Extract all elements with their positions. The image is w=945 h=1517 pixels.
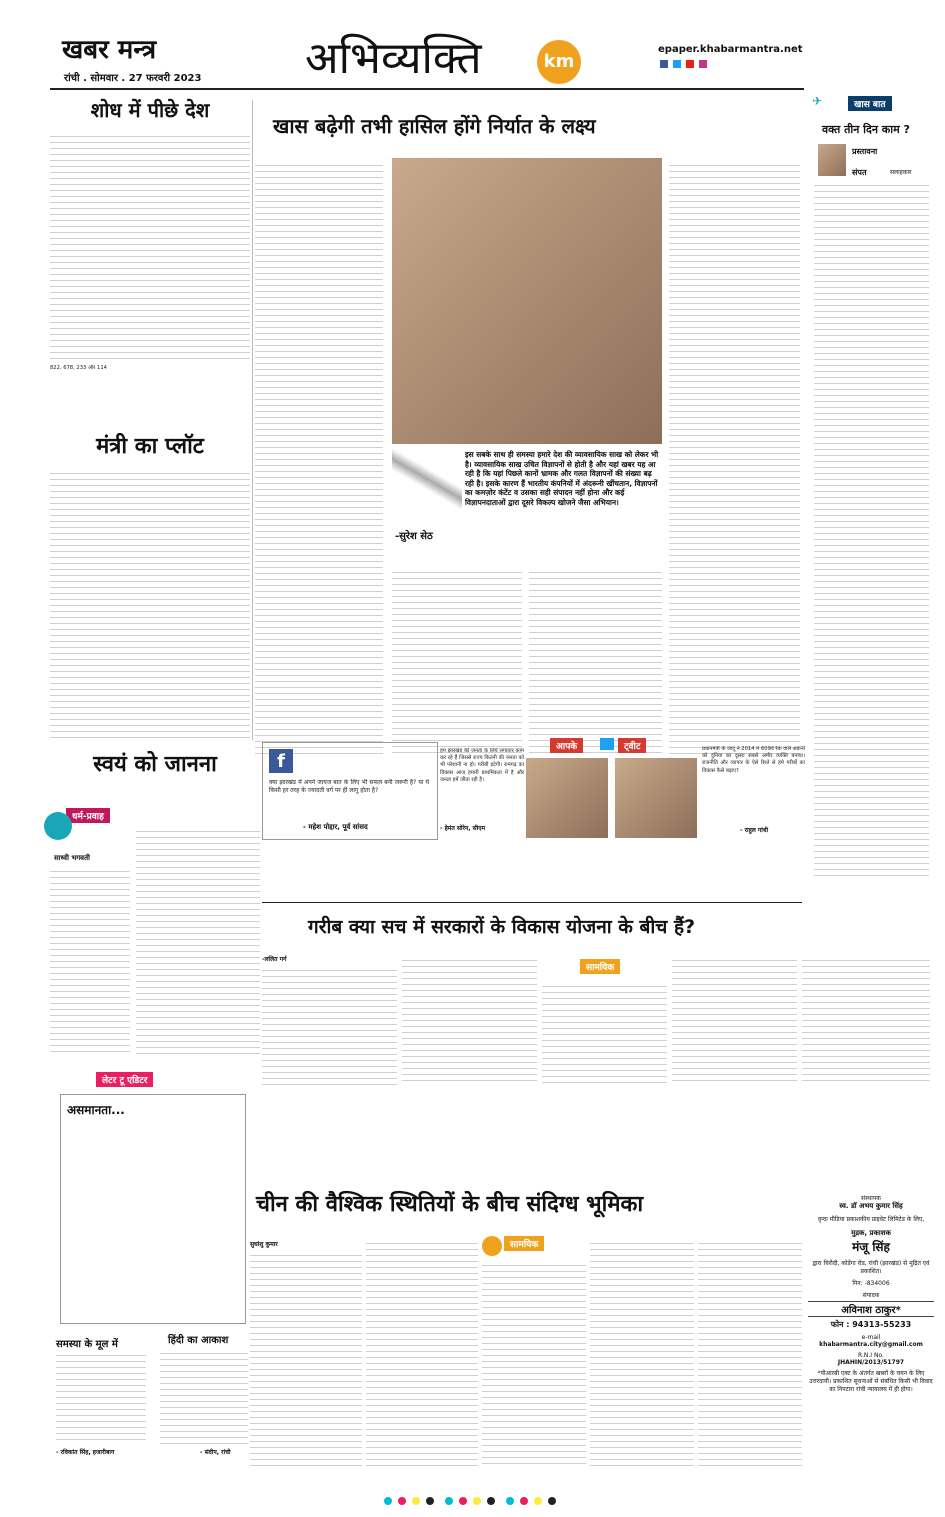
imprint-role-3: संपादक — [862, 1292, 880, 1299]
main-col-1 — [255, 160, 383, 754]
paper-name: खबर मन्त्र — [62, 35, 157, 65]
facebook-text: क्या झारखंड में अपने जायज बात के लिए भी सफल बनी जरूरी है? या ये किसी हर तरह के ज्यादती वर्ग पर ही लागू होता है? — [269, 779, 429, 794]
garib-headline: गरीब क्या सच में सरकारों के विकास योजना के बीच हैं? — [308, 916, 696, 938]
cartoon-title: असमानता... — [67, 1103, 125, 1117]
youtube-icon — [686, 60, 694, 68]
china-tag: सामयिक — [504, 1236, 544, 1251]
garib-rule — [262, 902, 802, 903]
letter-title-2: हिंदी का आकाश — [168, 1335, 229, 1346]
sidebar-first-word: सलाहकार — [890, 169, 912, 176]
china-col-4 — [590, 1238, 694, 1466]
china-globe-icon — [482, 1236, 502, 1256]
letter-body-1 — [56, 1350, 146, 1445]
facebook-box — [262, 742, 438, 840]
imprint-name-2: मंजू सिंह — [852, 1240, 890, 1254]
imprint-phone: फोन : 94313-55233 — [830, 1320, 912, 1329]
tweet-label-right: ट्वीट — [618, 738, 646, 753]
imprint-address: द्वारा चिरौदी, कोडेंगा रोड, रांची (झारखंड) से मुद्रित एवं प्रकाशित। — [812, 1260, 930, 1275]
masthead — [0, 0, 945, 90]
garib-tag: सामयिक — [580, 959, 620, 974]
china-section — [250, 1188, 805, 1478]
garib-author: -ललित गर्ग — [262, 956, 287, 963]
imprint-role-1: संस्थापक — [861, 1195, 881, 1202]
article-plot — [50, 400, 250, 740]
twitter-icon — [673, 60, 681, 68]
swayam-section — [50, 742, 260, 1062]
article-body — [50, 468, 250, 738]
footer-color-dots — [40, 1490, 900, 1504]
twitter-icon — [600, 738, 614, 750]
letter-author-1: - रविकांत सिंह, हजारीबाग — [56, 1449, 115, 1456]
garib-col-3 — [542, 981, 667, 1085]
imprint-pin: पिन: -834006 — [852, 1280, 890, 1287]
imprint-email[interactable]: khabarmantra.city@gmail.com — [819, 1341, 923, 1348]
main-headline: खास बढ़ेगी तभी हासिल होंगे निर्यात के लक्ष्य — [273, 114, 596, 138]
facebook-author: - महेश पोद्दार, पूर्व सांसद — [303, 823, 368, 831]
china-author: सुधांशु कुमार — [250, 1241, 278, 1248]
tweet-right-author: - राहुल गांधी — [740, 827, 769, 834]
china-col-2 — [366, 1238, 478, 1466]
imprint — [808, 1190, 934, 1480]
article-shodh — [50, 92, 250, 452]
tweet-right-quote: प्रधानमंत्री के जादू ने 2014 में 609वें रैंक वाले अडानी को दुनिया का दूसरा सबसे अमीर व्यक्ति बनाया। राजनीति और व्यापार के ऐसे रिश्ते से हमे गरीबों का विकास कैसे बढ़ाए? — [702, 746, 805, 774]
imprint-body-1: वृन्दा मीडिया प्रकाशकीय प्राइवेट लिमिटेड के लिए, — [817, 1216, 925, 1223]
letter-author-2: - संदीप, रांची — [200, 1449, 231, 1456]
sidebar-tag: खास बात — [848, 96, 892, 111]
china-col-5 — [698, 1238, 802, 1466]
byline-label: प्रस्तावना — [852, 147, 878, 156]
china-col-3 — [482, 1260, 586, 1466]
sidebar-question: वक्त तीन दिन काम ? — [822, 123, 910, 136]
author-photo — [818, 144, 846, 176]
tweet-left-author: - हेमंत सोरेन, सीएम — [440, 825, 486, 832]
imprint-name-3: अविनाश ठाकुर* — [808, 1301, 934, 1317]
swayam-tag: धर्म-प्रवाह — [66, 808, 110, 823]
masthead-rule — [50, 88, 804, 90]
sidebar-body — [814, 180, 929, 880]
imprint-note: *पीआरबी एक्ट के अंतर्गत खबरों के चयन के लिए उत्तरदायी। प्रकाशित सूचनाओं से संबंधित किसी भी विवाद का निपटारा रांची न्यायालय में ही होगा। — [809, 1370, 933, 1393]
instagram-icon — [699, 60, 707, 68]
swayam-body-1 — [50, 866, 130, 1056]
article-body — [50, 131, 250, 363]
facebook-icon: f — [269, 749, 293, 773]
main-col-2a — [392, 567, 522, 754]
garib-col-2 — [402, 955, 537, 1085]
section-title: अभिव्यक्ति — [305, 33, 482, 84]
main-col-2b — [529, 567, 662, 754]
swayam-body-2 — [136, 826, 260, 1056]
aapke-tweet — [440, 738, 805, 844]
social-icons — [660, 60, 780, 68]
china-headline: चीन की वैश्विक स्थितियों के बीच संदिग्ध भूमिका — [256, 1192, 644, 1217]
article-title: मंत्री का प्लॉट — [96, 434, 204, 459]
facebook-icon — [660, 60, 668, 68]
pen-image — [392, 444, 462, 514]
imprint-rni-no: JHAHIN/2013/51797 — [837, 1359, 905, 1366]
swayam-author: साध्वी भगवती — [54, 854, 90, 862]
imprint-name-1: स्व. डॉ अभय कुमार सिंह — [839, 1202, 903, 1210]
swayam-title: स्वयं को जानना — [93, 752, 217, 777]
letter-body-2 — [160, 1348, 248, 1445]
pullquote: इस सबके साथ ही समस्या हमारे देश की व्यावसायिक साख को लेकर भी है। व्यावसायिक साख उचित विज्ञापनों से होती है और यहां खबर यह आ रही है कि यहां पिछले कानों भ्रामक और गलत विज्ञापनों की संख्या बढ़ रही है। इसके कारण हैं भारतीय कंपनियों में अंदरूनी खींचतान, विज्ञापनों का कमज़ोर कंटेंट व उसका सही संपादन नहीं होना और कई विज्ञापनदाताओं द्वारा दूसरे विकल्प खोजने जैसा अभियान। — [465, 450, 659, 507]
letter-tag: लेटर टू एडिटर — [96, 1072, 153, 1087]
main-col-3 — [669, 160, 800, 754]
china-col-1 — [250, 1250, 362, 1466]
globe-icon — [44, 812, 72, 840]
imprint-role-2: मुद्रक, प्रकाशक — [851, 1229, 891, 1237]
tweet-left-quote: हम झारखंड की जनता के लिये लगातार काम कर रहे हैं जिससे राज्य कितनी की जनता को भी परेशानी ना हो। गरीबी हटेगी। रामगढ़ का विकास आज हमारी प्राथमिकता में है और जनता हमें जीता रही है। — [440, 748, 524, 783]
letter-title-1: समस्या के मूल में — [56, 1339, 118, 1350]
imprint-email-label: e-mail — [861, 1334, 881, 1341]
website[interactable]: epaper.khabarmantra.net — [658, 44, 803, 55]
garib-col-4 — [672, 955, 797, 1085]
column-divider — [252, 100, 253, 740]
letter-section — [50, 1068, 250, 1468]
article-title: शोध में पीछे देश — [90, 98, 210, 122]
imprint-rni: R.N.I No. — [858, 1352, 884, 1359]
main-story — [255, 92, 800, 792]
rahul-photo — [615, 758, 697, 838]
date-line: रांची . सोमवार . 27 फरवरी 2023 — [64, 73, 202, 84]
sidebar-author: संपत — [852, 168, 867, 177]
garib-section — [262, 905, 932, 1085]
article-values: 822, 678, 233 और 114 — [50, 365, 107, 371]
right-sidebar — [808, 92, 930, 892]
tweet-label-left: आपके — [550, 738, 583, 753]
garib-col-1 — [262, 965, 397, 1085]
hemant-photo — [526, 758, 608, 838]
garib-col-5 — [802, 955, 930, 1085]
airplane-icon: ✈ — [812, 94, 823, 108]
main-photo — [392, 158, 662, 444]
logo-icon: km — [537, 40, 581, 84]
article-author: -सुरेश सेठ — [395, 531, 433, 542]
cartoon — [60, 1094, 246, 1324]
